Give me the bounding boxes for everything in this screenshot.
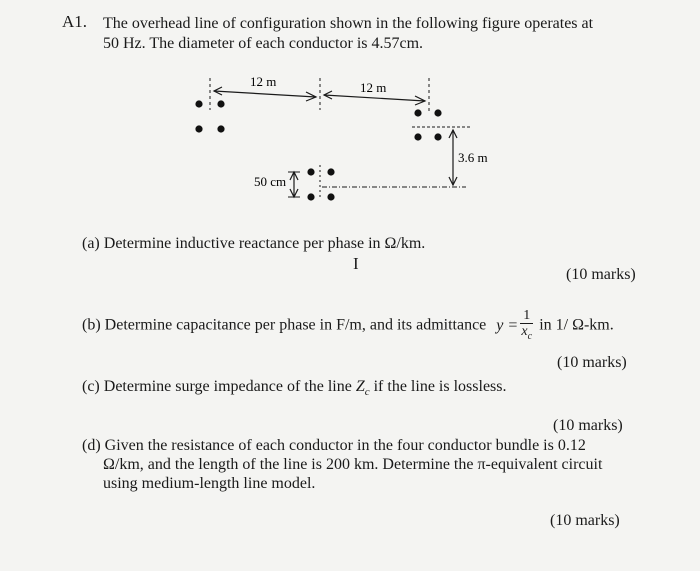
part-d-line-2: Ω/km, and the length of the line is 200 km. Determine the π-equivalent circuit bbox=[103, 456, 603, 473]
part-a-marks: (10 marks) bbox=[566, 266, 636, 283]
part-c-text: (c) Determine surge impedance of the line bbox=[82, 378, 352, 395]
stray-cursor-mark: I bbox=[353, 254, 359, 273]
part-d-line-1: (d) Given the resistance of each conductor in the four conductor bundle is 0.12 bbox=[82, 437, 586, 454]
spacing-right-arrow bbox=[324, 95, 425, 101]
phase-a-bundle bbox=[195, 100, 224, 132]
phase-b-bundle bbox=[307, 168, 334, 200]
part-d-marks: (10 marks) bbox=[550, 512, 620, 529]
part-b-line bbox=[82, 308, 614, 344]
part-c-line bbox=[82, 378, 507, 398]
phase-c-bundle bbox=[414, 109, 441, 140]
part-b-marks: (10 marks) bbox=[557, 354, 627, 371]
admittance-formula-lhs: y = bbox=[496, 316, 519, 334]
spacing-left-arrow bbox=[214, 91, 316, 97]
part-a-text: (a) Determine inductive reactance per phase in Ω/km. bbox=[82, 235, 426, 252]
part-c-marks: (10 marks) bbox=[553, 417, 623, 434]
spacing-left-label: 12 m bbox=[250, 74, 277, 89]
admittance-fraction bbox=[520, 308, 533, 344]
part-d-block bbox=[82, 436, 602, 493]
intro-line-1: The overhead line of configuration shown in the following figure operates at bbox=[103, 15, 594, 32]
bundle-spacing-label: 50 cm bbox=[254, 174, 287, 189]
part-c-text-after: if the line is lossless. bbox=[373, 378, 507, 395]
part-b-text: (b) Determine capacitance per phase in F/m, and its admittance bbox=[82, 316, 487, 334]
fraction-denominator: $x_c$ bbox=[521, 324, 533, 342]
surge-impedance-symbol: $Z_c$ bbox=[355, 378, 370, 399]
fraction-numerator: 1 bbox=[520, 308, 533, 324]
vertical-offset-label: 3.6 m bbox=[458, 150, 488, 165]
question-number: A1. bbox=[62, 12, 88, 31]
part-d-line-3: using medium-length line model. bbox=[103, 475, 316, 492]
spacing-right-label: 12 m bbox=[360, 80, 387, 95]
conductor-configuration-figure bbox=[0, 0, 700, 230]
intro-line-2: 50 Hz. The diameter of each conductor is 4.57cm. bbox=[103, 35, 424, 52]
part-b-unit: in 1/ Ω-km. bbox=[539, 316, 614, 334]
